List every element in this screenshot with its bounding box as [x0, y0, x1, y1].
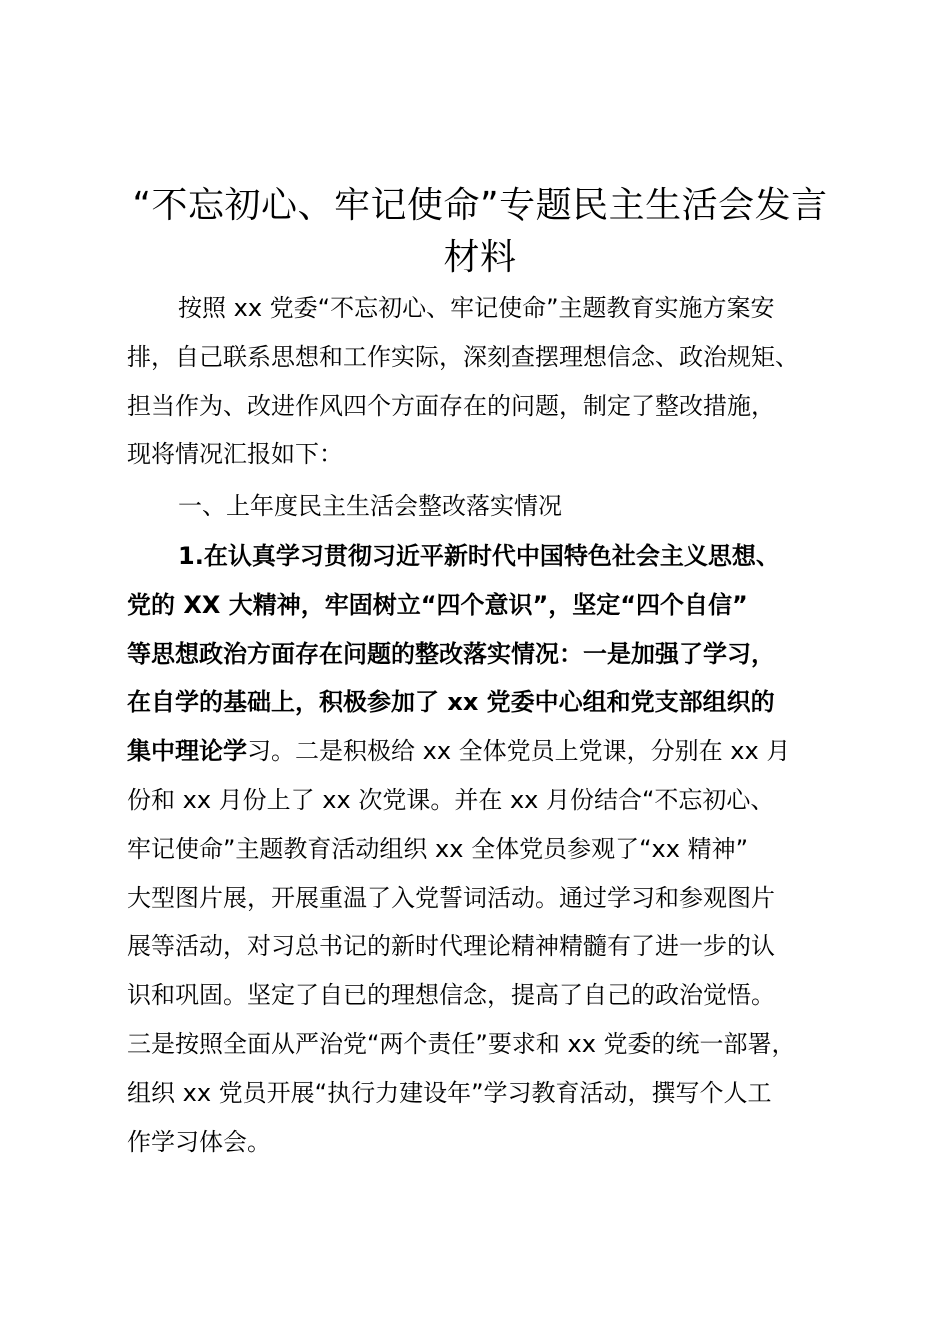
- section-heading-block: [127, 482, 847, 531]
- para1-line: 三是按照全面从严治党“两个责任”要求和 xx 党委的统一部署，: [127, 1029, 796, 1058]
- intro-line: 现将情况汇报如下：: [127, 440, 343, 469]
- para1-line: 大型图片展，开展重温了入党誓词活动。通过学习和参观图片: [127, 883, 775, 912]
- intro-paragraph: [127, 284, 847, 479]
- para1-line: 展等活动，对习总书记的新时代理论精神精髓有了进一步的认: [127, 932, 775, 961]
- para1-bold-line: 等思想政治方面存在问题的整改落实情况：一是加强了学习，: [127, 639, 775, 668]
- para1-line: 牢记使命”主题教育活动组织 xx 全体党员参观了“xx 精神”: [127, 834, 748, 863]
- para1-line: 份和 xx 月份上了 xx 次党课。并在 xx 月份结合“不忘初心、: [127, 785, 775, 814]
- intro-line: 按照 xx 党委“不忘初心、牢记使命”主题教育实施方案安: [178, 294, 775, 322]
- intro-line: 排，自己联系思想和工作实际，深刻查摆理想信念、政治规矩、: [127, 342, 799, 371]
- section-heading: 一、上年度民主生活会整改落实情况: [178, 492, 562, 520]
- para1-bold-line: 党的 XX 大精神，牢固树立“四个意识”，坚定“四个自信”: [127, 590, 748, 619]
- document-title: [100, 180, 860, 284]
- para1-normal-fragment: 习。二是积极给 xx 全体党员上党课，分别在 xx 月: [247, 737, 791, 766]
- intro-line: 担当作为、改进作风四个方面存在的问题，制定了整改措施，: [127, 391, 775, 420]
- para1-bold-fragment: 集中理论学: [127, 737, 247, 766]
- para1-mixed-line: [127, 727, 847, 776]
- para1-bold-line: 在自学的基础上，积极参加了 xx 党委中心组和党支部组织的: [127, 688, 775, 717]
- title-line: “不忘初心、牢记使命”专题民主生活会发言: [132, 185, 828, 226]
- paragraph-1: [127, 532, 847, 1166]
- para1-line: 作学习体会。: [127, 1127, 271, 1156]
- para1-bold-line: 1.在认真学习贯彻习近平新时代中国特色社会主义思想、: [178, 542, 780, 570]
- para1-line: 识和巩固。坚定了自已的理想信念，提高了自己的政治觉悟。: [127, 981, 775, 1010]
- title-line: 材料: [443, 237, 517, 278]
- para1-line: 组织 xx 党员开展“执行力建设年”学习教育活动，撰写个人工: [127, 1078, 772, 1107]
